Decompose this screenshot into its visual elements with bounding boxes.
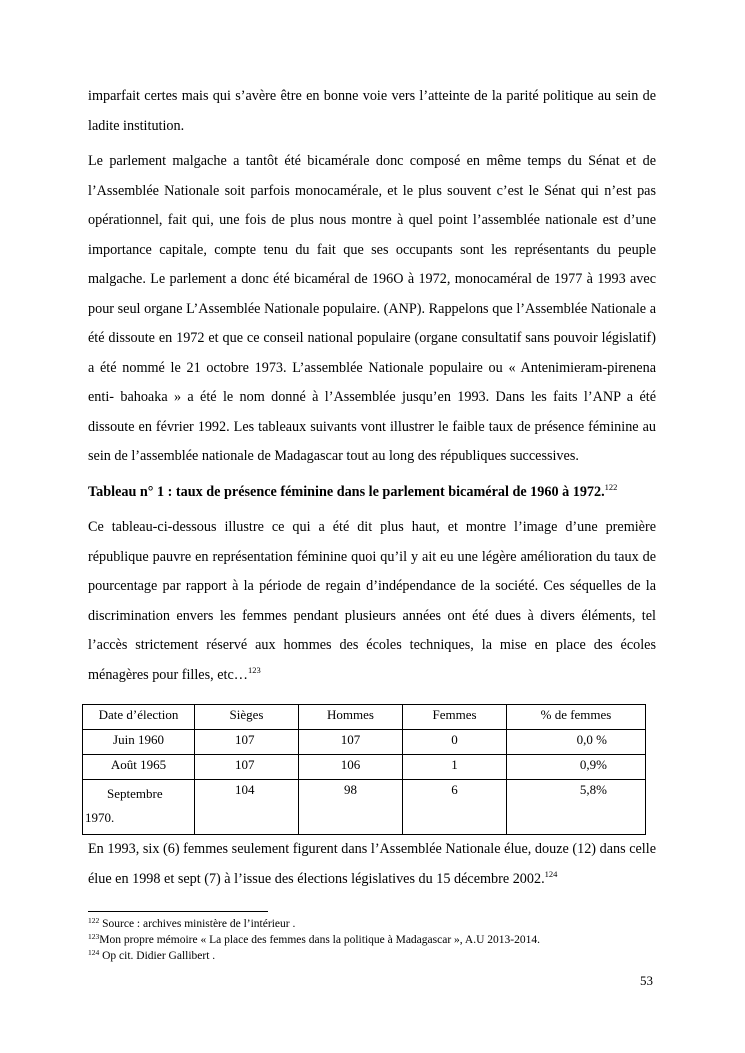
page-body (85, 82, 656, 900)
footnote-ref: 122 (604, 481, 618, 492)
header-cell: Femmes (403, 705, 507, 730)
footnote: $^{123}$Mon propre mémoire « La place des femmes dans la politique à Madagascar », A.U 2013-2014. (88, 932, 540, 946)
table-cell: 98 (299, 780, 403, 835)
table-cell: 107 (299, 730, 403, 755)
header-cell: Hommes (299, 705, 403, 730)
paragraph-parliament: Le parlement malgache a tantôt été bicamérale donc composé en même temps du Sénat et de l’Assemblée Nationale soit parfois monocamérale, et le plus souvent c’est le Sénat qui n’est pas opérationnel, fait qui, une fois de plus nous montre à quel point l’assemblée nationale est d’une importance capitale, compte tenu du fait que ses occupants sont les représentants du peuple malgache. Le parlement a donc été bicaméral de 196O à 1972, monocaméral de 1977 à 1993 avec pour seul organe L’Assemblée Nationale populaire. (ANP). Rappelons que l’Assemblée Nationale a été dissoute en 1972 et que ce conseil national populaire (organe consultatif sans pouvoir législatif) a été nommé le 21 octobre 1973. L’assemblée Nationale populaire ou « Antenimieram-pirenena enti- bahoaka » a été le nom donné à l’Assemblée jusqu’en 1993. Dans les faits l’ANP a été dissoute en février 1992. Les tableaux suivants vont illustrer le faible taux de présence féminine au sein de l’assemblée nationale de Madagascar tout au long des républiques successives. (88, 153, 656, 464)
table-cell: Juin 1960 (83, 730, 195, 755)
table-header-row (83, 705, 646, 730)
header-cell: Sièges (195, 705, 299, 730)
table-row (83, 730, 646, 755)
footnote: $^{124}$ Op cit. Didier Gallibert . (88, 948, 216, 962)
footnote-ref: 123 (247, 664, 261, 675)
table-row (83, 755, 646, 780)
table-cell: 1 (403, 755, 507, 780)
table-cell: 106 (299, 755, 403, 780)
table-cell: 0,0 % (507, 730, 646, 755)
header-cell: Date d’élection (83, 705, 195, 730)
table-cell: 0 (403, 730, 507, 755)
table-cell: 0,9% (507, 755, 646, 780)
page-number: 53 (640, 973, 653, 988)
footnote: $^{122}$ Source : archives ministère de l’intérieur . (88, 916, 296, 930)
footnote-ref: 124 (544, 868, 558, 879)
footnote-divider (88, 911, 268, 912)
table-cell: Septembre 1970. (83, 780, 195, 835)
women-representation-table (82, 704, 646, 835)
table-cell: 104 (195, 780, 299, 835)
table-cell: Août 1965 (83, 755, 195, 780)
footnotes (88, 916, 540, 964)
table-cell: 107 (195, 755, 299, 780)
paragraph-after-table: En 1993, six (6) femmes seulement figurent dans l’Assemblée Nationale élue, douze (12) dans celle élue en 1998 et sept (7) à l’issue des élections législatives du 15 décembre 2002.$^{124}$ (88, 841, 656, 887)
table-cell: 6 (403, 780, 507, 835)
table-cell: 5,8% (507, 780, 646, 835)
header-cell: % de femmes (507, 705, 646, 730)
table-cell: 107 (195, 730, 299, 755)
table-row (83, 780, 646, 835)
paragraph-intro: imparfait certes mais qui s’avère être en bonne voie vers l’atteinte de la parité politique au sein de ladite institution. (88, 88, 656, 134)
table-title: Tableau n° 1 : taux de présence féminine dans le parlement bicaméral de 1960 à 1972.$^{122}$ (88, 481, 618, 500)
paragraph-table-intro: Ce tableau-ci-dessous illustre ce qui a été dit plus haut, et montre l’image d’une première république pauvre en représentation féminine quoi qu’il y ait eu une légère amélioration du taux de pourcentage par rapport à la période de regain d’indépendance de la société. Ces séquelles de la discrimination envers les femmes pendant plusieurs années ont été dues à divers éléments, tel l’accès strictement réservé aux hommes des écoles techniques, la mise en place des écoles ménagères pour filles, etc…$^{123}$ (88, 519, 656, 683)
